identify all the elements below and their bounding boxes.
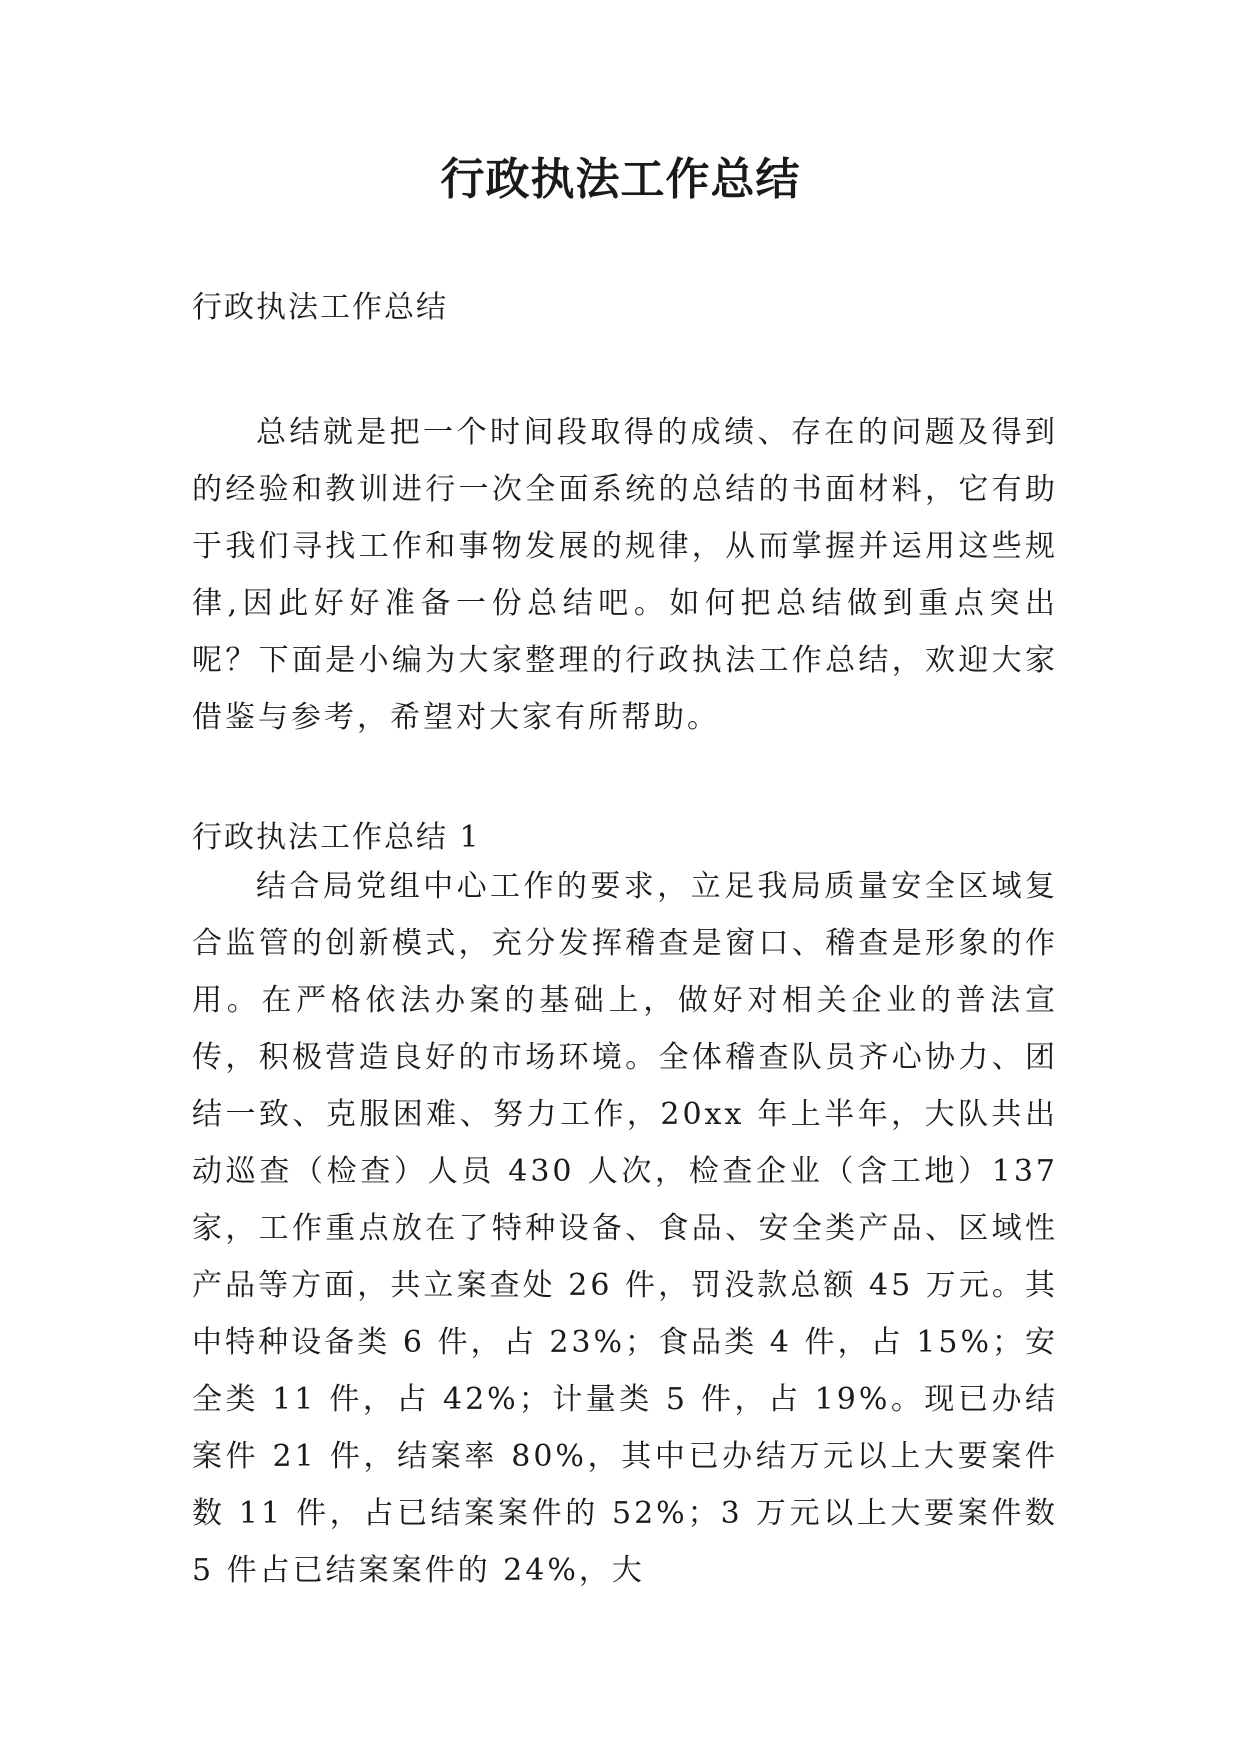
intro-paragraph: 总结就是把一个时间段取得的成绩、存在的问题及得到的经验和教训进行一次全面系统的总结的书面材料，它有助于我们寻找工作和事物发展的规律，从而掌握并运用这些规律,因此好好准备一份总结吧。如何把总结做到重点突出呢？下面是小编为大家整理的行政执法工作总结，欢迎大家借鉴与参考，希望对大家有所帮助。 (192, 415, 1058, 735)
document-subtitle: 行政执法工作总结 (192, 290, 448, 325)
section-body: 结合局党组中心工作的要求，立足我局质量安全区域复合监管的创新模式，充分发挥稽查是窗口、稽查是形象的作用。在严格依法办案的基础上，做好对相关企业的普法宣传，积极营造良好的市场环境。全体稽查队员齐心协力、团结一致、克服困难、努力工作，20xx 年上半年，大队共出动巡查（检查）人员 430 人次，检查企业（含工地）137 家，工作重点放在了特种设备、食品、安全类产品、区域性产品等方面，共立案查处 26 件，罚没款总额 45 万元。其中特种设备类 6 件，占 23%；食品类 4 件，占 15%；安全类 11 件，占 42%；计量类 5 件，占 19%。现已办结案件 21 件，结案率 80%，其中已办结万元以上大要案件数 11 件，占已结案案件的 52%；3 万元以上大要案件数 5 件占已结案案件的 24%，大 (192, 869, 1058, 1588)
section-heading: 行政执法工作总结 1 (192, 820, 481, 855)
document-title: 行政执法工作总结 (440, 154, 801, 205)
